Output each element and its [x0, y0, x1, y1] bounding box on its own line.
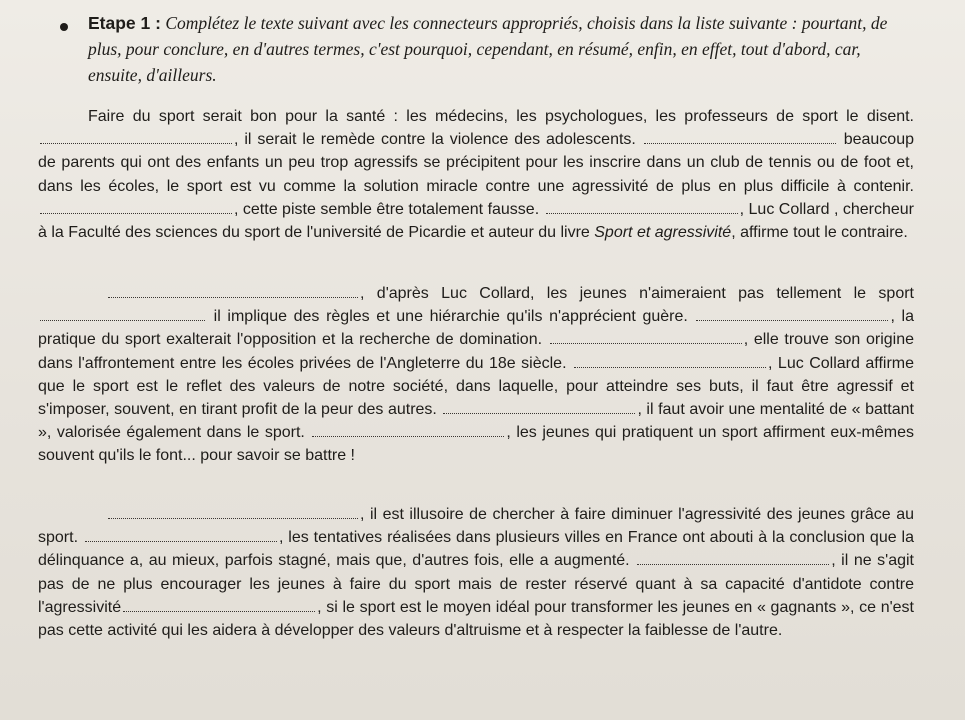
sentence: , les jeunes qui pratiquent un sport affirment eux-mêmes souvent qu'ils le font... pour savoir se battre ! — [38, 424, 915, 465]
connector-blank-4[interactable] — [546, 201, 738, 214]
sentence: , elle trouve son origine dans l'affrontement entre les écoles privées de l'Angleterre du 18e siècle. — [38, 331, 914, 372]
sentence: , d'après Luc Collard, les jeunes n'aimeraient pas tellement le sport — [360, 285, 914, 302]
connector-blank-5[interactable] — [108, 285, 358, 298]
connector-blank-15[interactable] — [123, 599, 315, 612]
sentence: , il est illusoire de chercher à faire diminuer l'agressivité des jeunes grâce au sport. — [38, 506, 914, 547]
sentence: , il serait le remède contre la violence des adolescents. — [234, 131, 636, 149]
sentence: , la pratique du sport exalterait l'opposition et la recherche de domination. — [38, 308, 915, 349]
connector-blank-9[interactable] — [574, 355, 766, 368]
sentence: , Luc Collard , chercheur à la Faculté des sciences du sport de l'université de Picardie et auteur du livre — [38, 200, 914, 242]
sentence: , cette piste semble être totalement fausse. — [234, 200, 540, 218]
exercise-instruction — [88, 10, 918, 88]
sentence: , il faut avoir une mentalité de « battant », valorisée également dans le sport. — [38, 401, 914, 442]
book-title: Sport et agressivité — [594, 224, 732, 242]
sentence: , si le sport est le moyen idéal pour transformer les jeunes en « gagnants », ce n'est pas cette activité qui les aidera à développer des valeurs d'altruisme et à respecter la faiblesse de l'autre. — [38, 598, 914, 640]
sentence: , il ne s'agit pas de ne plus encourager les jeunes à faire du sport mais de rester réservé quant à sa capacité d'antidote contre l'agressivité — [38, 552, 915, 616]
connector-blank-2[interactable] — [644, 131, 836, 144]
connector-blank-3[interactable] — [40, 201, 232, 214]
connector-blank-8[interactable] — [550, 331, 742, 344]
connector-blank-11[interactable] — [312, 424, 504, 437]
sentence: , les tentatives réalisées dans plusieurs villes en France ont abouti à la conclusion que la délinquance a, au mieux, parfois stagné, mais que, d'autres fois, elle a augmenté. — [38, 529, 914, 570]
connector-blank-1[interactable] — [40, 131, 232, 144]
paragraph-2 — [38, 282, 914, 468]
sentence: , affirme tout le contraire. — [731, 224, 908, 242]
paragraph-3 — [38, 503, 914, 642]
connector-blank-14[interactable] — [637, 552, 829, 565]
connector-blank-7[interactable] — [696, 308, 888, 321]
paragraph-1 — [38, 105, 914, 244]
connector-blank-12[interactable] — [108, 506, 358, 519]
bullet-point — [60, 23, 68, 31]
step-label: Etape 1 : — [88, 13, 161, 33]
sentence: , Luc Collard affirme que le sport est le reflet des valeurs de notre société, dans laquelle, pour atteindre ses buts, il faut être agressif et s'imposer, souvent, en tirant profit de la peur des autres. — [38, 354, 914, 419]
instruction-text: Complétez le texte suivant avec les connecteurs appropriés, choisis dans la liste suivante : pourtant, de plus, pour conclure, en d'autres termes, c'est pourquoi, cependant, en résumé, enfin, en effet, tout d'abord, car, ensuite, d'ailleurs. — [88, 13, 888, 85]
sentence: il implique des règles et une hiérarchie qu'ils n'apprécient guère. — [213, 308, 688, 326]
sentence: Faire du sport serait bon pour la santé : les médecins, les psychologues, les professeurs de sport le disent. — [88, 108, 914, 125]
sentence: beaucoup de parents qui ont des enfants un peu trop agressifs se précipitent pour les inscrire dans un club de tennis ou de foot et, dans les écoles, le sport est vu comme la solution miracle contre une agressivité de plus en plus difficile à contenir. — [38, 131, 914, 195]
connector-blank-10[interactable] — [443, 401, 635, 414]
connector-blank-13[interactable] — [85, 529, 277, 542]
connector-blank-6[interactable] — [40, 308, 205, 321]
